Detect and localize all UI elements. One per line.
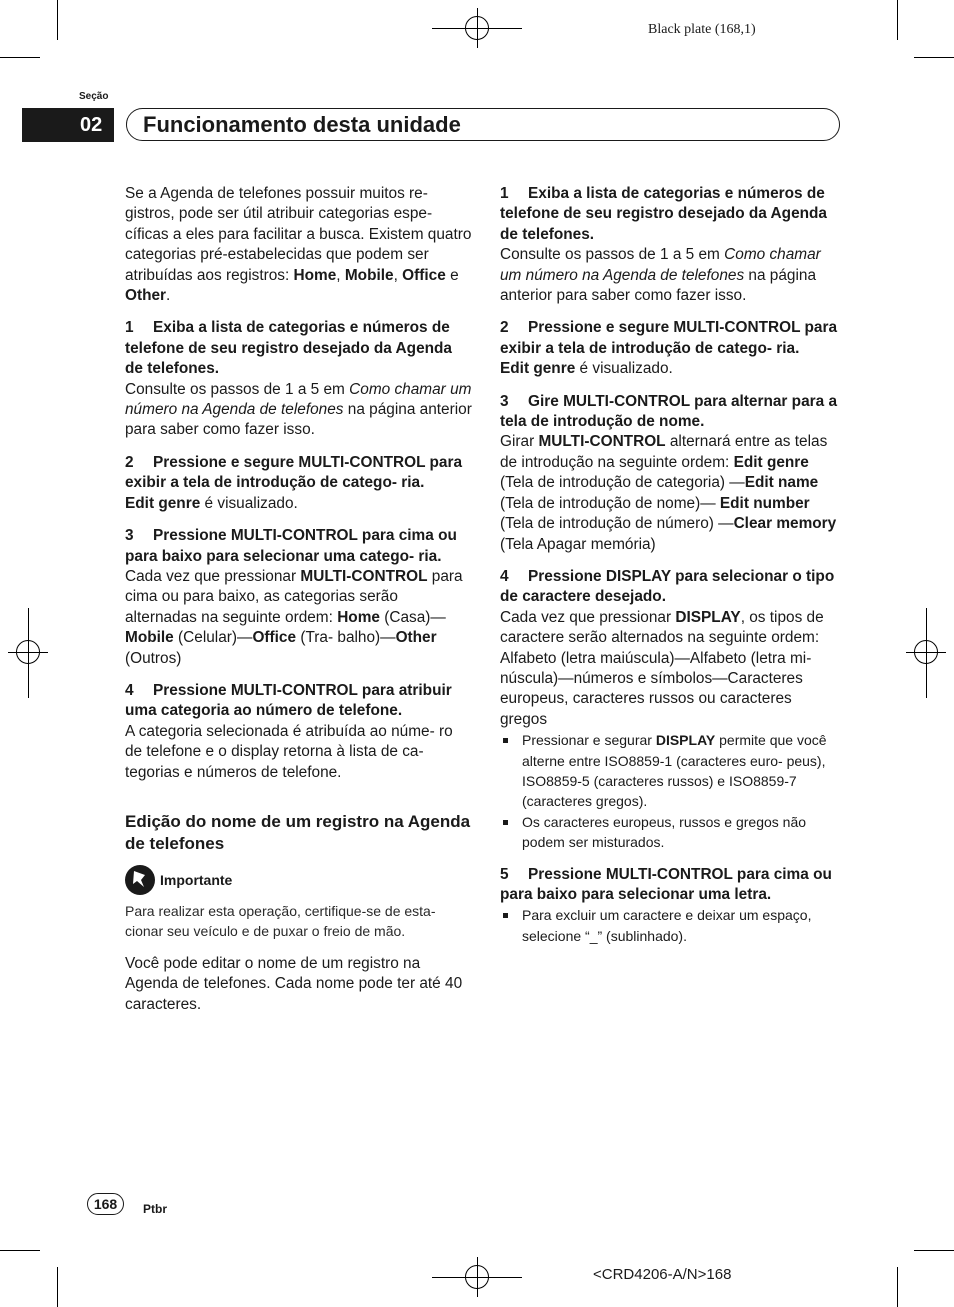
step-number: 1 xyxy=(500,185,509,202)
step-body-run: MULTI-CONTROL xyxy=(300,567,428,585)
important-text: Para realizar esta operação, certifique-se de esta- cionar seu veículo e de puxar o freio de mão. xyxy=(125,902,436,940)
crop-mark xyxy=(57,1267,58,1307)
step-number: 2 xyxy=(125,453,134,471)
step-body-run: Home xyxy=(337,608,380,626)
intro-text-run: Home xyxy=(293,266,337,284)
step-2 xyxy=(125,453,473,514)
note-bullet xyxy=(500,730,840,812)
step-body xyxy=(125,494,473,514)
step-2 xyxy=(500,318,840,379)
step-body-run: Edit number xyxy=(719,494,810,512)
intro-text-run: Mobile xyxy=(344,266,394,284)
step-body-run: Office xyxy=(252,629,297,647)
step-body xyxy=(125,567,473,669)
page-number: 168 xyxy=(87,1193,124,1215)
note-run: permite que você alterne entre ISO8859-1 (caracteres euro- peus), ISO8859-5 (caracteres russos) e ISO8859-7 (caracteres gregos). xyxy=(522,732,827,810)
step-title: 3 Gire MULTI-CONTROL para alternar para a tela de introdução de nome. xyxy=(500,392,838,431)
crop-mark xyxy=(57,0,58,40)
section-number-badge: 02 xyxy=(22,108,114,142)
step-title: 1 Exiba a lista de categorias e números de telefone de seu registro desejado da Agenda de telefones. xyxy=(125,319,452,378)
bullet-square-icon xyxy=(503,913,508,918)
step-number: 1 xyxy=(125,319,134,337)
step-body-run: A categoria selecionada é atribuída ao núme- ro de telefone e o display retorna à lista de ca- tegorias e números de telefone. xyxy=(125,722,453,781)
intro-text-run: Se a Agenda de telefones possuir muitos re- gistros, pode ser útil atribuir categorias espe- cíficas a eles para facilitar a busca. Existem quatro categorias pré-estabelecidas que podem ser atribuídas aos registros: xyxy=(125,185,472,284)
step-1 xyxy=(500,184,840,306)
left-steps xyxy=(125,318,473,783)
step-body-run: , os tipos de caractere serão alternados na seguinte ordem: Alfabeto (letra maiúscula)—Alfabeto (letra mi- núscula)—números e símbolos—Caracteres europeus, caracteres russos ou caracteres gregos xyxy=(500,608,824,728)
note-bullet xyxy=(500,905,840,946)
important-header xyxy=(125,865,473,895)
step-body-run: Other xyxy=(395,629,437,647)
right-column xyxy=(500,184,840,958)
step-body-run: Mobile xyxy=(125,629,174,647)
intro-text-run: , xyxy=(336,266,345,284)
step-body-run: (Tela Apagar memória) xyxy=(500,535,656,553)
step-number: 3 xyxy=(500,392,509,410)
step-body xyxy=(500,359,840,379)
step-number: 3 xyxy=(125,527,134,545)
step-body-run: Edit genre xyxy=(500,360,576,378)
crop-mark xyxy=(897,0,898,40)
step-number: 4 xyxy=(500,567,509,585)
step-body-run: (Tela de introdução de número) — xyxy=(500,515,734,533)
intro-text-run: Office xyxy=(402,266,446,284)
step-1 xyxy=(125,318,473,440)
language-code: Ptbr xyxy=(143,1202,167,1216)
right-steps xyxy=(500,184,840,946)
step-5 xyxy=(500,865,840,947)
step-number: 2 xyxy=(500,319,509,337)
step-body-run: Cada vez que pressionar xyxy=(125,567,301,585)
step-body-run: na página anterior para saber como fazer isso. xyxy=(125,401,472,439)
subheading: Edição do nome de um registro na Agenda de telefones xyxy=(125,811,471,853)
step-body-run: Girar xyxy=(500,433,539,451)
step-title: 3 Pressione MULTI-CONTROL para cima ou para baixo para selecionar uma catego- ria. xyxy=(125,527,457,565)
plate-label: Black plate (168,1) xyxy=(648,22,756,37)
section-label: Seção xyxy=(79,91,109,102)
step-body-run: alternará entre as telas de introdução na seguinte ordem: xyxy=(500,433,828,471)
step-body-run: (Celular)— xyxy=(173,629,253,647)
step-body-run: (Casa)— xyxy=(379,608,446,626)
crop-mark xyxy=(897,1267,898,1307)
step-body-run: é visualizado. xyxy=(200,494,298,512)
important-pin-icon xyxy=(125,865,155,895)
note-bullet xyxy=(500,812,840,853)
left-column xyxy=(125,184,473,1027)
document-code: <CRD4206-A/N>168 xyxy=(593,1266,732,1283)
intro-text-run: Other xyxy=(125,287,167,305)
note-run: Pressionar e segurar xyxy=(522,732,656,749)
step-body-run: Consulte os passos de 1 a 5 em xyxy=(500,246,725,264)
step-title: 5 Pressione MULTI-CONTROL para cima ou para baixo para selecionar uma letra. xyxy=(500,865,832,903)
important-label: Importante xyxy=(160,871,233,888)
step-body-run: Cada vez que pressionar xyxy=(500,608,676,626)
bullet-square-icon xyxy=(503,820,508,825)
step-4 xyxy=(500,567,840,853)
step-body-run: Clear memory xyxy=(733,515,837,533)
step-body-run: MULTI-CONTROL xyxy=(538,433,666,451)
step-body xyxy=(125,380,473,441)
step-title: 2 Pressione e segure MULTI-CONTROL para exibir a tela de introdução de catego- ria. xyxy=(125,453,463,492)
step-body-run: Como chamar um número na Agenda de telefones xyxy=(500,246,821,284)
step-body-run: Edit genre xyxy=(125,494,201,512)
note-run: Para excluir um caractere e deixar um espaço, selecione “_” (sublinhado). xyxy=(522,907,812,944)
step-body-run: (Tela de introdução de nome)— xyxy=(500,494,720,512)
step-body-run: (Tela de introdução de categoria) — xyxy=(500,474,745,492)
note-run: DISPLAY xyxy=(655,732,716,749)
closing-paragraph: Você pode editar o nome de um registro na Agenda de telefones. Cada nome pode ter até 40 caracteres. xyxy=(125,954,463,1013)
step-body-run: DISPLAY xyxy=(675,608,741,626)
crop-mark xyxy=(914,1250,954,1251)
step-title: 1 Exiba a lista de categorias e números de telefone de seu registro desejado da Agenda de telefones. xyxy=(500,185,827,243)
step-3 xyxy=(500,392,840,555)
step-title: 2 Pressione e segure MULTI-CONTROL para exibir a tela de introdução de catego- ria. xyxy=(500,319,838,357)
step-body xyxy=(500,432,840,554)
step-body xyxy=(125,722,473,783)
crop-mark xyxy=(914,57,954,58)
crop-mark xyxy=(0,57,40,58)
bullet-square-icon xyxy=(503,738,508,743)
step-number: 5 xyxy=(500,865,509,883)
step-body-run: (Outros) xyxy=(125,649,182,667)
step-body xyxy=(500,608,840,730)
step-title: 4 Pressione MULTI-CONTROL para atribuir uma categoria ao número de telefone. xyxy=(125,681,452,720)
step-body-run: Edit genre xyxy=(733,453,809,471)
step-body-run: Como chamar um número na Agenda de telefones xyxy=(125,380,472,419)
step-body-run: na página anterior para saber como fazer isso. xyxy=(500,266,817,305)
step-body-run: é visualizado. xyxy=(575,360,673,378)
step-body-run: Consulte os passos de 1 a 5 em xyxy=(125,380,350,398)
step-body-run: (Tra- balho)— xyxy=(296,629,396,647)
intro-text-run: . xyxy=(166,287,171,305)
step-body xyxy=(500,245,840,306)
step-number: 4 xyxy=(125,681,134,699)
step-4 xyxy=(125,681,473,783)
step-body-run: para cima ou para baixo, as categorias serão alternadas na seguinte ordem: xyxy=(125,567,463,626)
intro-text-run: e xyxy=(445,266,459,284)
note-run: Os caracteres europeus, russos e gregos não podem ser misturados. xyxy=(522,813,807,851)
step-3 xyxy=(125,526,473,669)
section-title: Funcionamento desta unidade xyxy=(143,112,461,137)
step-body-run: Edit name xyxy=(744,474,819,492)
intro-paragraph xyxy=(125,184,473,306)
step-title: 4 Pressione DISPLAY para selecionar o tipo de caractere desejado. xyxy=(500,567,835,606)
crop-mark xyxy=(0,1250,40,1251)
intro-text-run: , xyxy=(393,266,403,284)
